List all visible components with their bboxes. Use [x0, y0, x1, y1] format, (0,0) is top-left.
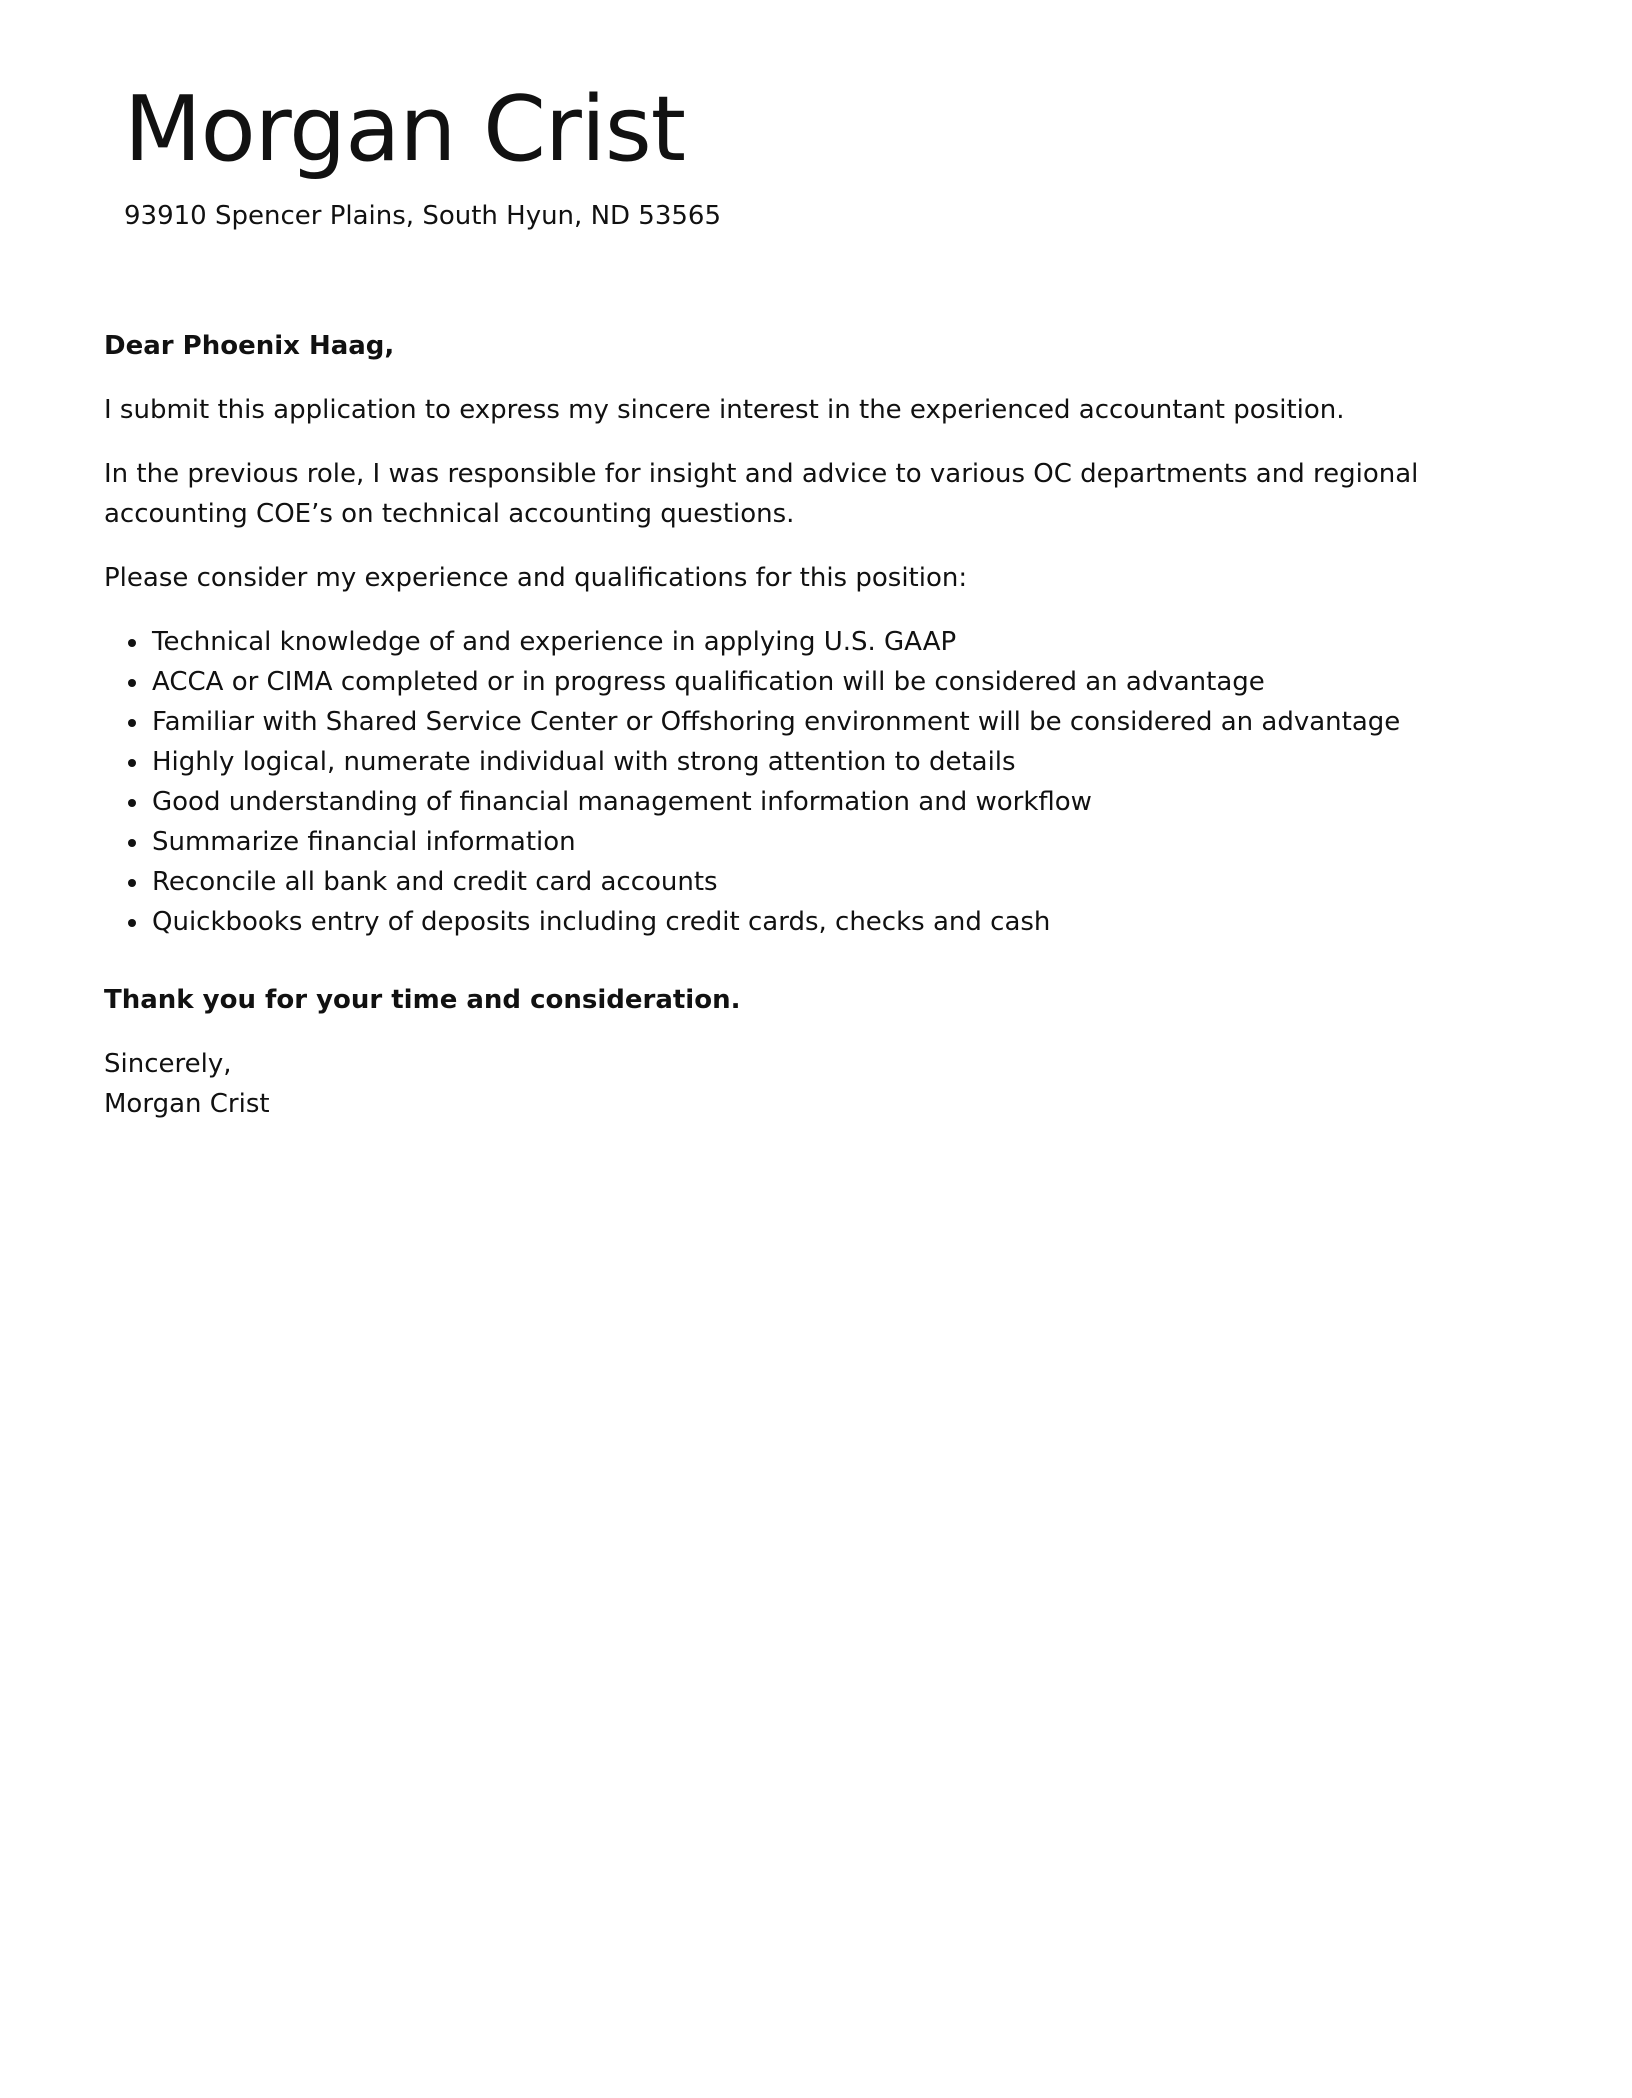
- list-item-text: Summarize financial information: [152, 827, 576, 857]
- qualifications-intro: Please consider my experience and qualifications for this position:: [104, 563, 968, 593]
- salutation: Dear Phoenix Haag,: [104, 331, 395, 361]
- list-item: [152, 902, 1544, 942]
- bullet-icon: [128, 759, 136, 767]
- list-item: [152, 862, 1544, 902]
- sender-address: 93910 Spencer Plains, South Hyun, ND 53565: [124, 201, 722, 231]
- list-item-text: Highly logical, numerate individual with strong attention to details: [152, 747, 1016, 777]
- bullet-icon: [128, 799, 136, 807]
- thanks-line: Thank you for your time and consideration.: [104, 985, 741, 1015]
- list-item-text: ACCA or CIMA completed or in progress qualification will be considered an advantage: [152, 667, 1265, 697]
- sender-name: Morgan Crist: [124, 77, 686, 182]
- list-item-text: Technical knowledge of and experience in applying U.S. GAAP: [152, 627, 957, 657]
- list-item-text: Familiar with Shared Service Center or Offshoring environment will be considered an advantage: [152, 707, 1401, 737]
- qualifications-list: [104, 622, 1544, 942]
- list-item: [152, 702, 1544, 742]
- bullet-icon: [128, 919, 136, 927]
- signature: Morgan Crist: [104, 1089, 270, 1119]
- list-item-text: Good understanding of financial management information and workflow: [152, 787, 1092, 817]
- bullet-icon: [128, 879, 136, 887]
- bullet-icon: [128, 839, 136, 847]
- experience-paragraph: In the previous role, I was responsible for insight and advice to various OC departments and regional accounting COE’s on technical accounting questions.: [104, 459, 1419, 529]
- closing: [104, 1044, 270, 1124]
- bullet-icon: [128, 719, 136, 727]
- bullet-icon: [128, 679, 136, 687]
- letter-header: [124, 70, 1504, 231]
- list-item: [152, 822, 1544, 862]
- list-item: [152, 782, 1544, 822]
- list-item: [152, 662, 1544, 702]
- bullet-icon: [128, 639, 136, 647]
- list-item-text: Reconcile all bank and credit card accounts: [152, 867, 718, 897]
- list-item-text: Quickbooks entry of deposits including credit cards, checks and cash: [152, 907, 1051, 937]
- signoff: Sincerely,: [104, 1049, 232, 1079]
- list-item: [152, 742, 1544, 782]
- list-item: [152, 622, 1544, 662]
- intro-paragraph: I submit this application to express my sincere interest in the experienced accountant position.: [104, 395, 1345, 425]
